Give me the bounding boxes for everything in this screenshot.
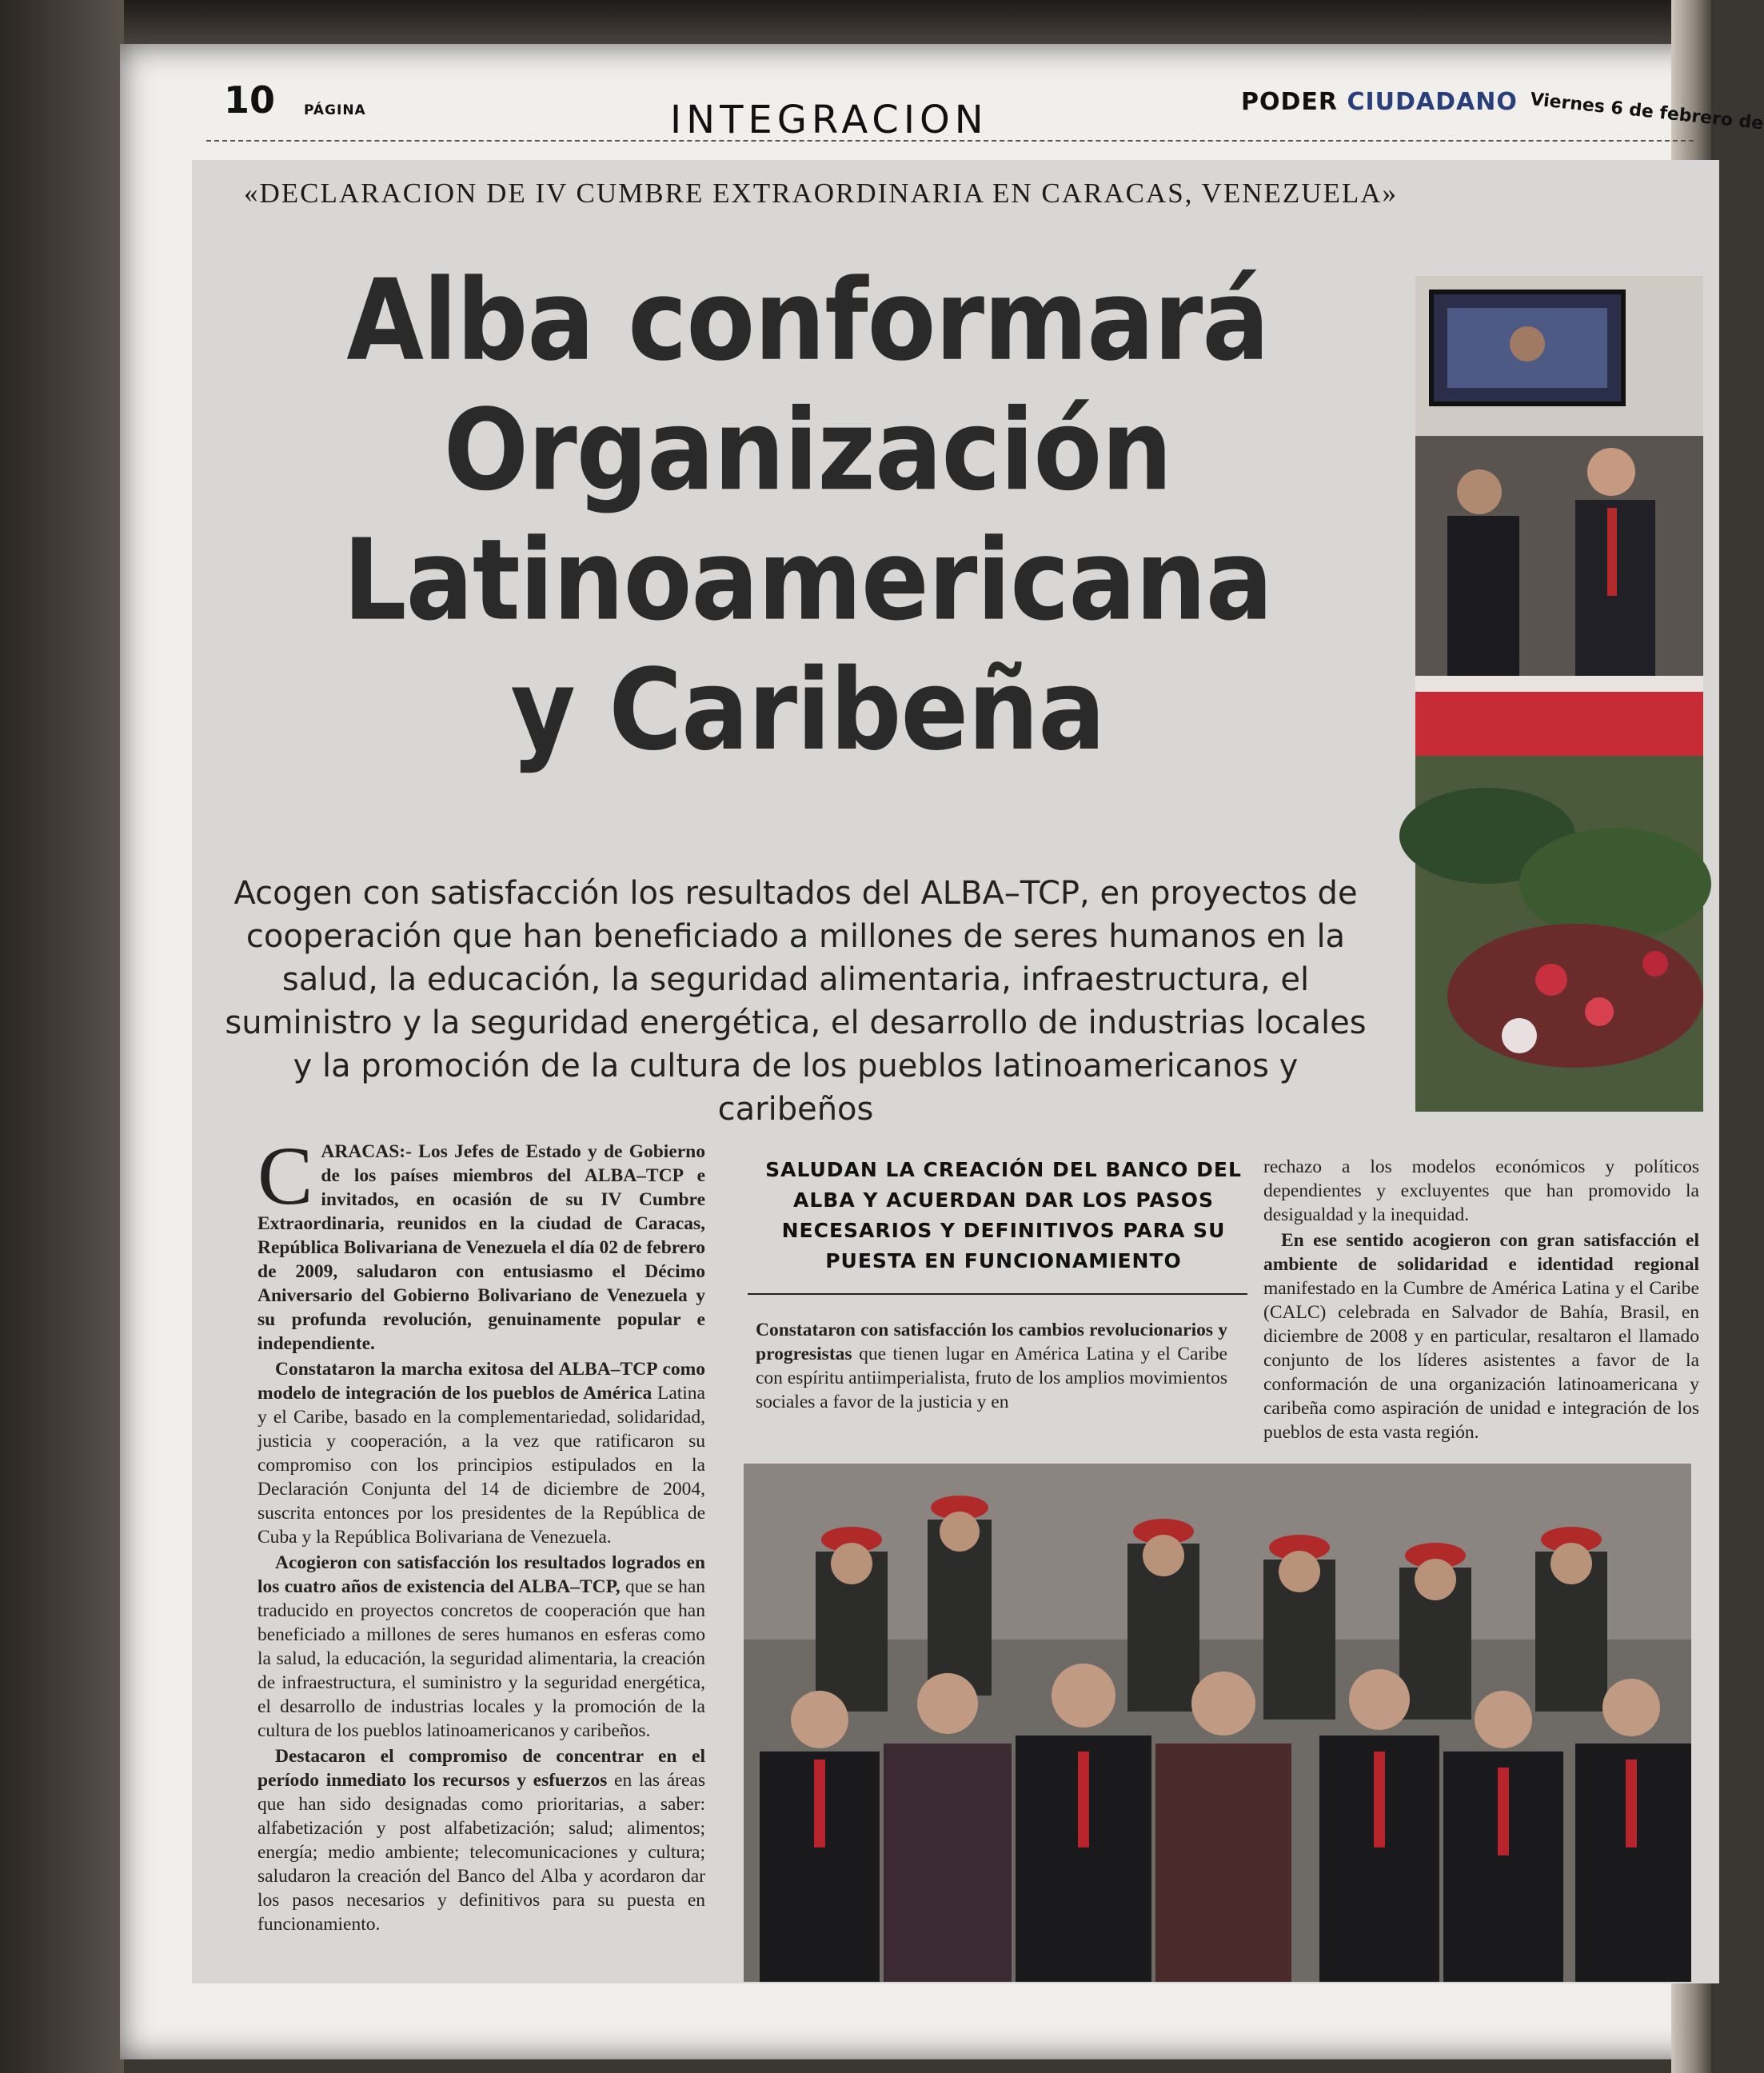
paragraph-text: Latina y el Caribe, basado en la complementariedad, solidaridad, justicia y cooperación, a la vez que ratificaron su compromiso con los principios estipulados en la Declaración Conjunta del 14 de diciembre de 2004, suscrita entonces por los presidentes de la República de Cuba y la República Bolivariana de Venezuela. (257, 1383, 705, 1548)
subheading: SALUDAN LA CREACIÓN DEL BANCO DEL ALBA Y ACUERDAN DAR LOS PASOS NECESARIOS Y DEFINITIVOS PARA SU PUESTA EN FUNCIONAMIENTO (765, 1158, 1242, 1272)
paragraph (257, 1551, 705, 1743)
header-date: Viernes 6 de febrero de (1529, 90, 1764, 134)
paragraph-text: ARACAS:- Los Jefes de Estado y de Gobierno de los países miembros del ALBA–TCP e invitados, en ocasión de su IV Cumbre Extraordinaria, reunidos en la ciudad de Caracas, República Bolivariana de Venezuela el día 02 de febrero de 2009, saludaron con entusiasmo el Décimo Aniversario del Gobierno Bolivariano de Venezuela y su profunda revolución, genuinamente popular e independiente. (257, 1141, 705, 1354)
summit-photo (1415, 276, 1703, 1112)
paragraph-text: que se han traducido en proyectos concretos de cooperación que han beneficiado a millones de seres humanos en esferas como la salud, la educación, la seguridad alimentaria, la creación de infraestructura, el suministro y la seguridad energética, el desarrollo de industrias locales y la promoción de la cultura de los pueblos latinoamericanos y caribeños. (257, 1576, 705, 1741)
headline-line: Latinoamericana (342, 515, 1273, 646)
headline-line: y Caribeña (510, 645, 1105, 776)
page-label: PÁGINA (304, 102, 366, 118)
background-left (0, 0, 124, 2073)
headline-line: Alba conformará (346, 256, 1269, 386)
paragraph-lead: Destacaron el compromiso de concentrar en el período inmediato los recursos y esfuerzos (257, 1746, 705, 1791)
headline-line: Organización (443, 385, 1172, 516)
paragraph-text: en las áreas que han sido designadas como prioritarias, a saber: alfabetización y post alfabetización; salud; alimentos; energía; medio ambiente; telecomunicaciones y cultura; saludaron la creación del Banco del Alba y acordaron dar los pasos necesarios y definitivos para su puesta en funcionamiento. (257, 1770, 705, 1935)
masthead (1241, 88, 1518, 116)
paragraph (257, 1744, 705, 1936)
masthead-part-1: PODER (1241, 88, 1347, 116)
drop-cap: C (257, 1130, 313, 1222)
paragraph-text: manifestado en la Cumbre de América Latina y el Caribe (CALC) celebrada en Salvador de Bahía, Brasil, en diciembre de 2008 y en particular, resaltaron el llamado conjunto de los líderes asistentes a favor de la conformación de una organización latinoamericana y caribeña como aspiración de unidad e integración de los pueblos de esta vasta región. (1263, 1278, 1699, 1443)
summit-photo-image (1415, 276, 1703, 1112)
article-column-1 (257, 1130, 705, 1938)
paragraph (1263, 1228, 1699, 1444)
page-number: 10 (224, 78, 276, 122)
paragraph (257, 1357, 705, 1549)
paragraph: rechazo a los modelos económicos y políticos dependientes y excluyentes que han promovido la desigualdad y la inequidad. (1263, 1156, 1699, 1225)
article-column-3 (1263, 1155, 1699, 1446)
paragraph-text: que tienen lugar en América Latina y el Caribe con espíritu antiimperialista, fruto de los amplios movimientos sociales a favor de la justicia y en (756, 1344, 1228, 1412)
paragraph (756, 1318, 1227, 1414)
presidents-photo (744, 1464, 1691, 1982)
presidents-photo-image (744, 1464, 1691, 1982)
subheading-rule (748, 1293, 1247, 1295)
paragraph-lead: Acogieron con satisfacción los resultados logrados en los cuatro años de existencia del ALBA–TCP, (257, 1552, 705, 1597)
paragraph (257, 1130, 705, 1356)
background-top (0, 0, 1711, 48)
section-title: INTEGRACION (670, 98, 988, 142)
deck-summary: Acogen con satisfacción los resultados del ALBA–TCP, en proyectos de cooperación que han beneficiado a millones de seres humanos en la salud, la educación, la seguridad alimentaria, infraestructura, el suministro y la seguridad energética, el desarrollo de industrias locales y la promoción de la cultura de los pueblos latinoamericanos y caribeños (225, 875, 1367, 1128)
kicker: «DECLARACION DE IV CUMBRE EXTRAORDINARIA EN CARACAS, VENEZUELA» (244, 178, 1399, 209)
paragraph-lead: En ese sentido acogieron con gran satisfacción el ambiente de solidaridad e identidad regional (1263, 1230, 1699, 1275)
paragraph-lead: Constataron la marcha exitosa del ALBA–TCP como modelo de integración de los pueblos de América (257, 1359, 705, 1404)
paragraph-lead: Constataron con satisfacción los cambios revolucionarios y progresistas (756, 1320, 1227, 1364)
article-column-2 (756, 1318, 1227, 1416)
masthead-part-2: CIUDADANO (1347, 88, 1518, 116)
header-rule (206, 140, 1694, 142)
headline (216, 256, 1399, 776)
